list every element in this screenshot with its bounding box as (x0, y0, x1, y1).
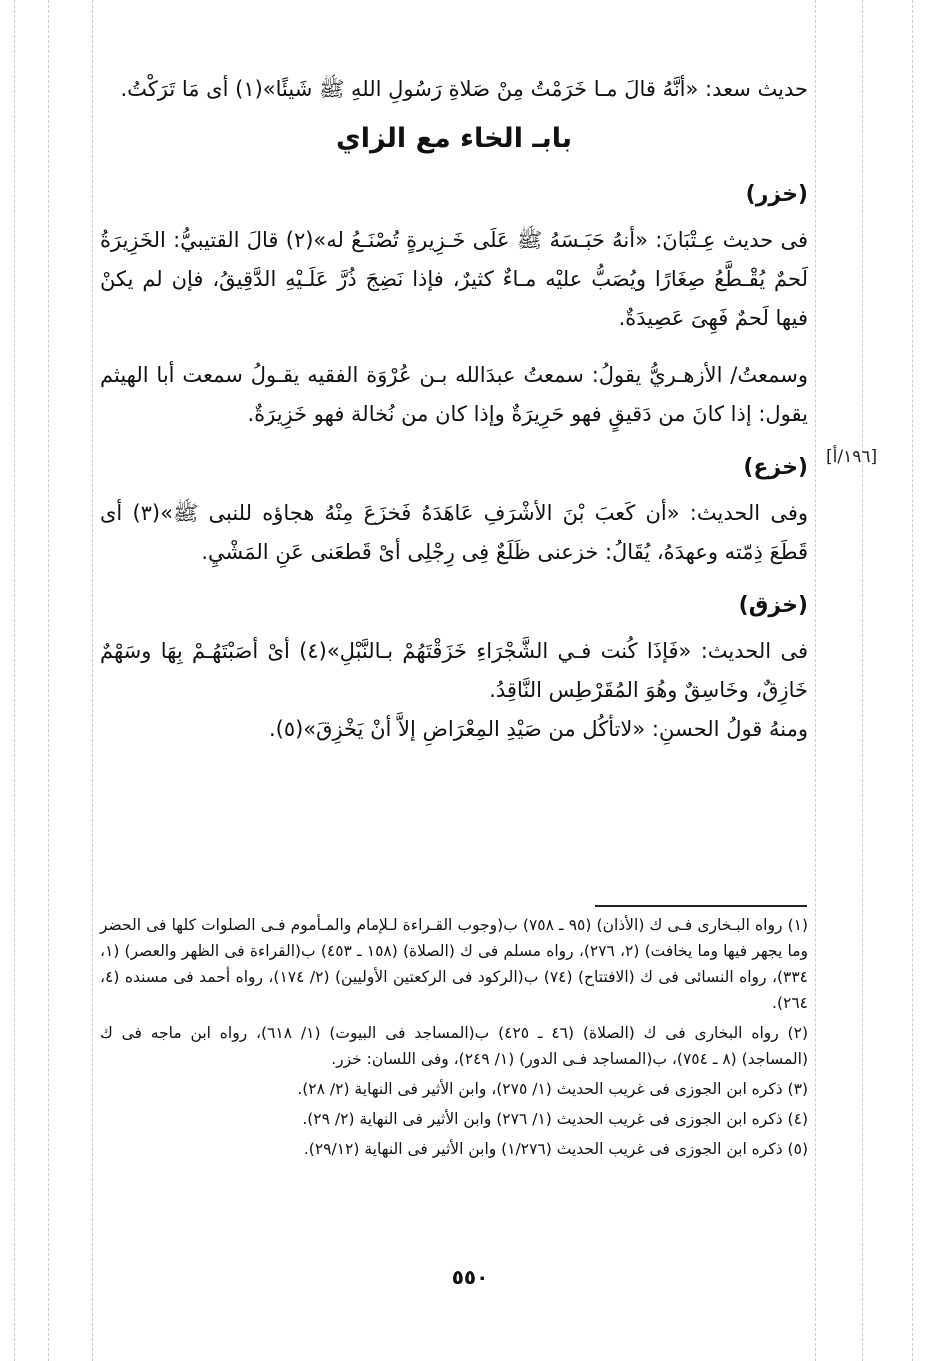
entry-paragraph: وسمعتُ/ الأزهـريُّ يقولُ: سمعتُ عبدَالله بـن عُرْوَة الفقيه يقـولُ سمعت أبا الهيثم يقول: إذا كانَ من دَقيقٍ فهو حَرِيرَةٌ وإذا كان من نُخالة فهو خَزِيرَةٌ. (100, 363, 808, 426)
main-text (100, 70, 808, 749)
entry-heading-khaza: (خزع) (743, 455, 808, 480)
footnote: (٤) ذكره ابن الجوزى فى غريب الحديث (١/ ٢٧٦) وابن الأثير فى النهاية (٢/ ٢٩). (302, 1110, 808, 1128)
footnotes (100, 912, 808, 1166)
intro-paragraph: حديث سعد: «أنَّهُ قالَ مـا خَرَمْتُ مِنْ صَلاةِ رَسُولِ اللهِ ﷺ شَيئًا»(١) أى مَا تَرَكْتُ. (120, 77, 808, 101)
margin-folio-reference: [١٩٦/أ] (826, 447, 878, 467)
page-guide-line (862, 0, 863, 1361)
footnote: (٥) ذكره ابن الجوزى فى غريب الحديث (١/٢٧٦) وابن الأثير فى النهاية (٢٩/١٢). (303, 1140, 808, 1158)
page-guide-line (92, 0, 93, 1361)
footnote: (٢) رواه البخارى فى ك (الصلاة) (٤٦ ـ ٤٢٥) ب(المساجد فى البيوت) (١/ ٦١٨)، رواه ابن ماجه فى ك (المساجد) (٨ ـ ٧٥٤)، ب(المساجد فـى الدور) (١/ ٢٤٩)، وفى اللسان: خزر. (100, 1024, 808, 1068)
entry-paragraph: فى الحديث: «فَإذَا كُنت فـي الشَّجْرَاءِ خَزَقْتَهُمْ بـالنَّبْلِ»(٤) أىْ أصَبْتَهُـمْ بِهَا وسَهْمٌ خَازِقٌ، وخَاسِقٌ وهُوَ المُقَرْطِس النَّاقِدُ. (100, 639, 808, 702)
entry-heading-khazar: (خزر) (745, 182, 808, 207)
entry-paragraph: فى حديث عِـتْبَانَ: «أنهُ حَبَـسَهُ ﷺ عَلَى خَـزِيرةٍ تُصْنَـعُ له»(٢) قالَ القتيبيُّ: الخَزِيرَةُ لَحمٌ يُقْـطَّعُ صِغَارًا ويُصَبُّ عليْه مـاءٌ كثيرٌ، فإذا نَضِجَ ذُرَّ عَلَـيْهِ الدَّقِيقُ، فإن لم يكنْ فيها لَحمٌ فَهِىَ عَصِيدَةٌ. (100, 228, 808, 330)
page-guide-line (815, 0, 816, 1361)
footnote: (٣) ذكره ابن الجوزى فى غريب الحديث (١/ ٢٧٥)، وابن الأثير فى النهاية (٢/ ٢٨). (297, 1080, 808, 1098)
entry-paragraph: وفى الحديث: «أن كَعبَ بْنَ الأشْرَفِ عَاهَدَهُ فَخزَعَ مِنْهُ هجاؤه للنبى ﷺ»(٣) أى قَطَعَ ذِمّته وعهدَهُ، يُقَالُ: خزعنى ظَلَعٌ فِى رِجْلِى أىْ قَطعَنى عَنِ المَشْيِ. (100, 501, 808, 564)
footnote: (١) رواه البـخارى فـى ك (الأذان) (٩٥ ـ ٧٥٨) ب(وجوب القـراءة لـلإمام والمـأموم فـى الصلوات كلها فى الحضر وما يجهر فيها وما يخافت) (٢، ٢٧٦)، رواه مسلم فى ك (الصلاة) (١٥٨ ـ ٤٥٣) ب(القراءة فى الظهر والعصر) (١، ٣٣٤)، رواه النسائى فى ك (الافتتاح) (٧٤) ب(الركود فى الركعتين الأوليين) (٢/ ١٧٤)، رواه أحمد فى مسنده (٤، ٢٦٤). (100, 916, 809, 1012)
footnote-separator (595, 905, 807, 907)
section-title: بابـ الخاء مع الزاي (336, 123, 572, 154)
page-guide-line (912, 0, 913, 1361)
page-number: ٥٥٠ (451, 1265, 489, 1289)
page-guide-line (48, 0, 49, 1361)
entry-paragraph: ومنهُ قولُ الحسنِ: «لاتأكُل من صَيْدِ المِعْرَاضِ إلاَّ أنْ يَخْزِقَ»(٥). (268, 717, 808, 741)
page-guide-line (14, 0, 15, 1361)
entry-heading-khazaq: (خزق) (738, 593, 808, 618)
